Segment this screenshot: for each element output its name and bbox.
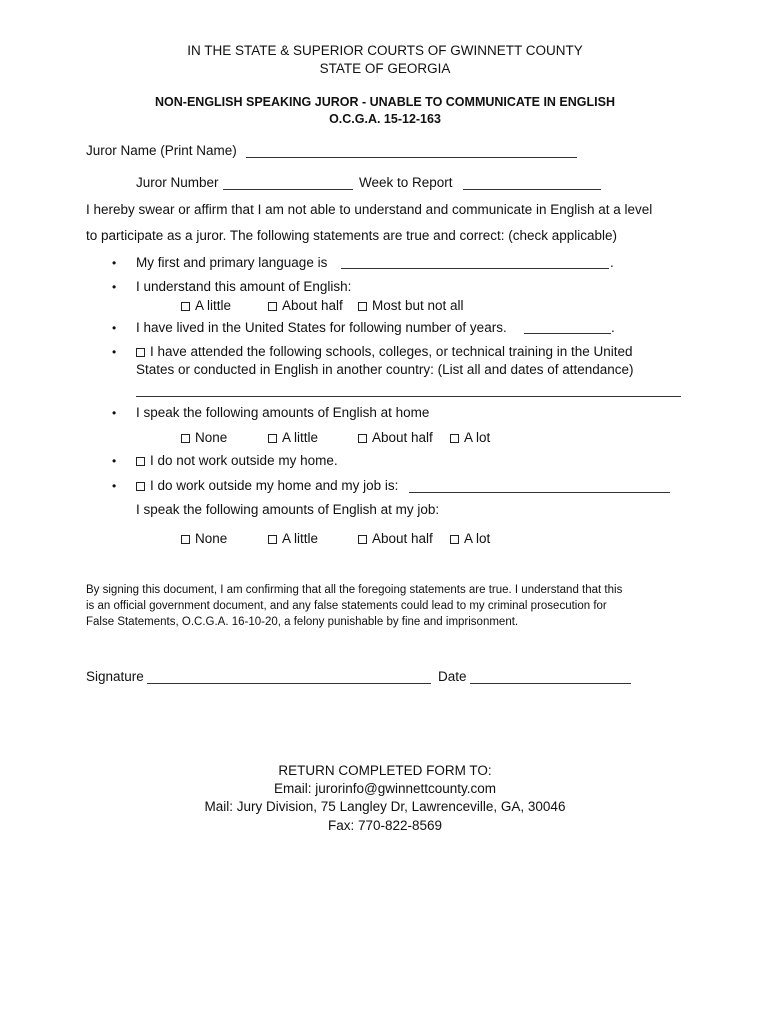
home-option-none[interactable]: None (181, 430, 227, 446)
checkbox-icon[interactable] (358, 434, 367, 443)
checkbox-icon[interactable] (358, 535, 367, 544)
job-field[interactable] (409, 492, 670, 493)
schools-checkbox-item[interactable] (136, 344, 633, 360)
work-english-label: I speak the following amounts of English at my job: (136, 502, 440, 517)
date-field[interactable] (470, 683, 631, 684)
understand-option-a-little[interactable]: A little (181, 298, 231, 314)
work-option-none[interactable]: None (181, 531, 227, 547)
checkbox-icon[interactable] (136, 482, 145, 491)
disclaimer-line-3: False Statements, O.C.G.A. 16-10-20, a felony punishable by fine and imprisonment. (86, 616, 519, 628)
intro-line-1: I hereby swear or affirm that I am not able to understand and communicate in English at a level (86, 202, 653, 217)
language-label: My first and primary language is (136, 255, 328, 270)
checkbox-icon[interactable] (181, 434, 190, 443)
intro-line-2: to participate as a juror. The following statements are true and correct: (check applicable) (86, 228, 618, 243)
language-period: . (610, 255, 614, 270)
date-label: Date (438, 669, 467, 684)
schools-line-2: States or conducted in English in another country: (List all and dates of attendance) (136, 362, 634, 377)
no-work-label: I do not work outside my home. (150, 453, 338, 468)
return-fax: Fax: 770-822-8569 (327, 818, 443, 833)
work-checkbox-item[interactable] (136, 478, 398, 494)
disclaimer-line-1: By signing this document, I am confirming that all the foregoing statements are true. I understand that this (86, 584, 623, 596)
work-label: I do work outside my home and my job is: (150, 478, 399, 493)
bullet: • (112, 345, 117, 359)
bullet: • (112, 280, 117, 294)
checkbox-icon[interactable] (450, 535, 459, 544)
disclaimer-line-2: is an official government document, and any false statements could lead to my criminal prosecution for (86, 600, 607, 612)
checkbox-icon[interactable] (181, 302, 190, 311)
signature-label: Signature (86, 669, 144, 684)
schools-line-1: I have attended the following schools, colleges, or technical training in the United (150, 344, 633, 359)
week-to-report-label: Week to Report (359, 175, 453, 190)
bullet: • (112, 321, 117, 335)
bullet: • (112, 479, 117, 493)
signature-field[interactable] (147, 683, 431, 684)
form-title: NON-ENGLISH SPEAKING JUROR - UNABLE TO COMMUNICATE IN ENGLISH (155, 95, 615, 109)
home-label: I speak the following amounts of English at home (136, 405, 430, 420)
understand-option-about-half[interactable]: About half (268, 298, 343, 314)
juror-number-field[interactable] (223, 189, 353, 190)
home-option-a-lot[interactable]: A lot (450, 430, 490, 446)
understand-label: I understand this amount of English: (136, 279, 352, 294)
week-to-report-field[interactable] (463, 189, 601, 190)
checkbox-icon[interactable] (450, 434, 459, 443)
checkbox-icon[interactable] (268, 434, 277, 443)
juror-number-label: Juror Number (136, 175, 219, 190)
checkbox-icon[interactable] (358, 302, 367, 311)
checkbox-icon[interactable] (268, 302, 277, 311)
years-period: . (611, 320, 615, 335)
no-work-checkbox-item[interactable] (136, 453, 338, 469)
home-option-about-half[interactable]: About half (358, 430, 433, 446)
schools-list-field[interactable] (136, 396, 681, 397)
work-option-a-lot[interactable]: A lot (450, 531, 490, 547)
bullet: • (112, 454, 117, 468)
statute-code: O.C.G.A. 15-12-163 (329, 112, 441, 126)
return-title: RETURN COMPLETED FORM TO: (278, 763, 492, 778)
work-option-about-half[interactable]: About half (358, 531, 433, 547)
understand-option-most-but-not-all[interactable]: Most but not all (358, 298, 464, 314)
bullet: • (112, 406, 117, 420)
language-field[interactable] (341, 268, 609, 269)
bullet: • (112, 256, 117, 270)
work-option-a-little[interactable]: A little (268, 531, 318, 547)
return-mail: Mail: Jury Division, 75 Langley Dr, Lawrenceville, GA, 30046 (204, 799, 566, 814)
checkbox-icon[interactable] (136, 348, 145, 357)
years-label: I have lived in the United States for following number of years. (136, 320, 507, 335)
checkbox-icon[interactable] (181, 535, 190, 544)
return-email: Email: jurorinfo@gwinnettcounty.com (273, 781, 497, 796)
years-field[interactable] (524, 333, 611, 334)
checkbox-icon[interactable] (136, 457, 145, 466)
home-option-a-little[interactable]: A little (268, 430, 318, 446)
state-header: STATE OF GEORGIA (319, 61, 451, 76)
juror-name-label: Juror Name (Print Name) (86, 143, 237, 158)
checkbox-icon[interactable] (268, 535, 277, 544)
court-header: IN THE STATE & SUPERIOR COURTS OF GWINNETT COUNTY (187, 43, 583, 58)
juror-name-field[interactable] (246, 157, 577, 158)
